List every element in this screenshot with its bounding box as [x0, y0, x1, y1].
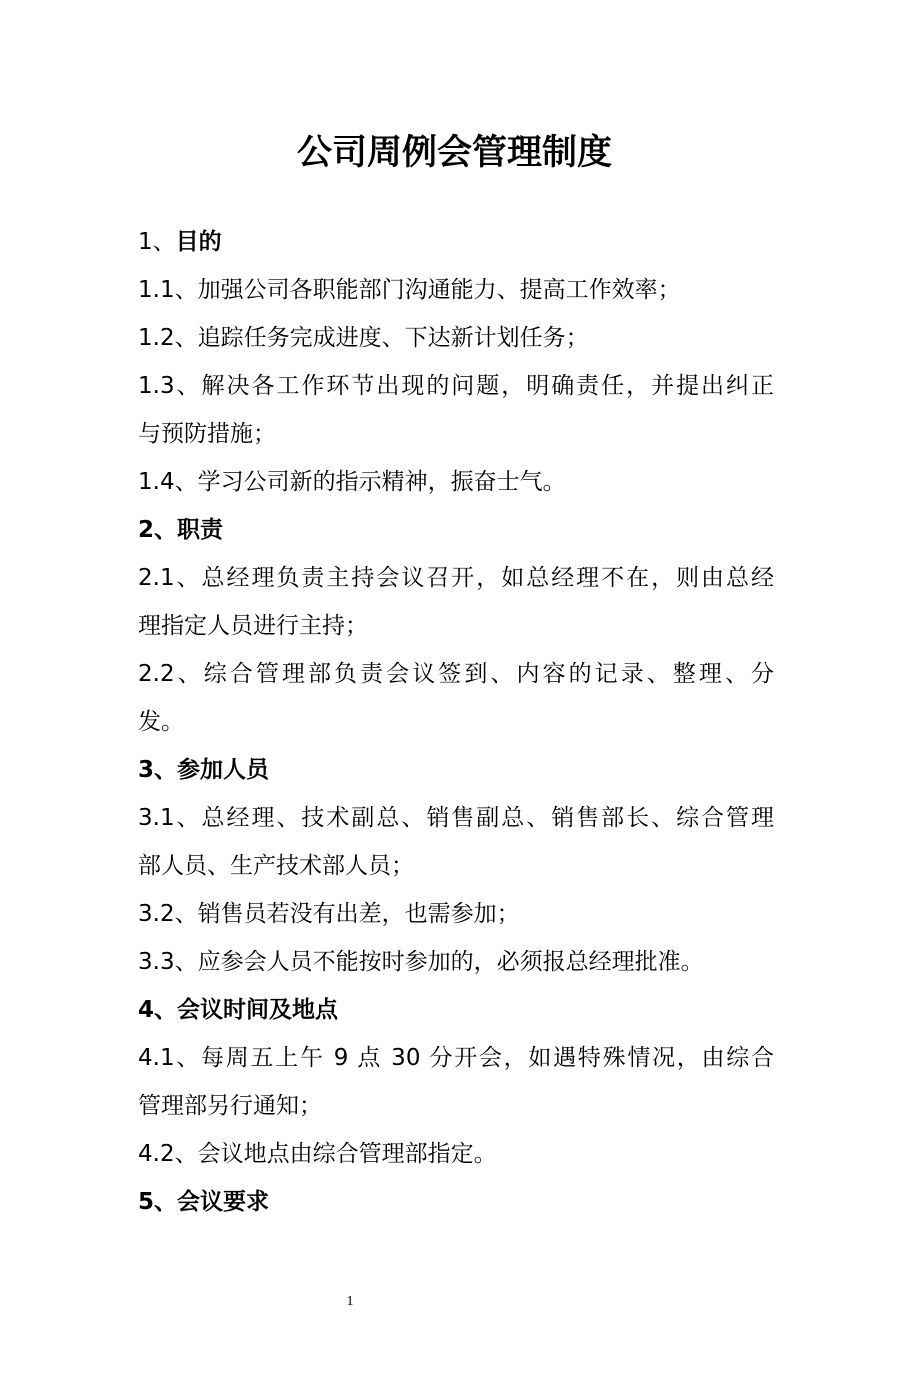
item-1-2: 1.2、追踪任务完成进度、下达新计划任务；	[138, 325, 589, 351]
section-1-title: 目的	[175, 229, 222, 255]
section-1-number: 1、	[138, 229, 176, 255]
item-4-1-line-2: 管理部另行通知；	[138, 1093, 322, 1119]
section-3-heading: 3、参加人员	[138, 757, 270, 783]
item-1-4: 1.4、学习公司新的指示精神，振奋士气。	[138, 469, 566, 495]
item-1-3-line-1: 1.3、解决各工作环节出现的问题，明确责任，并提出纠正	[138, 373, 774, 399]
section-4-heading: 4、会议时间及地点	[138, 997, 339, 1023]
item-4-1-line-1: 4.1、每周五上午 9 点 30 分开会，如遇特殊情况，由综合	[138, 1045, 774, 1071]
document-title: 公司周例会管理制度	[296, 133, 612, 173]
page-number: 1	[346, 1294, 354, 1309]
item-1-3-line-2: 与预防措施；	[138, 421, 276, 447]
item-3-1-line-2: 部人员、生产技术部人员；	[138, 853, 414, 879]
section-2-heading: 2、职责	[138, 517, 224, 543]
item-2-1-line-1: 2.1、总经理负责主持会议召开，如总经理不在，则由总经	[138, 565, 774, 591]
section-5-heading: 5、会议要求	[138, 1189, 270, 1215]
item-3-2: 3.2、销售员若没有出差，也需参加；	[138, 901, 520, 927]
item-3-3: 3.3、应参会人员不能按时参加的，必须报总经理批准。	[138, 949, 704, 975]
document-body	[138, 218, 774, 1226]
section-1-heading	[138, 218, 774, 266]
item-3-1-line-1: 3.1、总经理、技术副总、销售副总、销售部长、综合管理	[138, 805, 774, 831]
item-1-1: 1.1、加强公司各职能部门沟通能力、提高工作效率；	[138, 277, 681, 303]
item-2-1-line-2: 理指定人员进行主持；	[138, 613, 368, 639]
item-2-2-line-2: 发。	[138, 709, 184, 735]
item-4-2: 4.2、会议地点由综合管理部指定。	[138, 1141, 497, 1167]
item-2-2-line-1: 2.2、综合管理部负责会议签到、内容的记录、整理、分	[138, 661, 774, 687]
